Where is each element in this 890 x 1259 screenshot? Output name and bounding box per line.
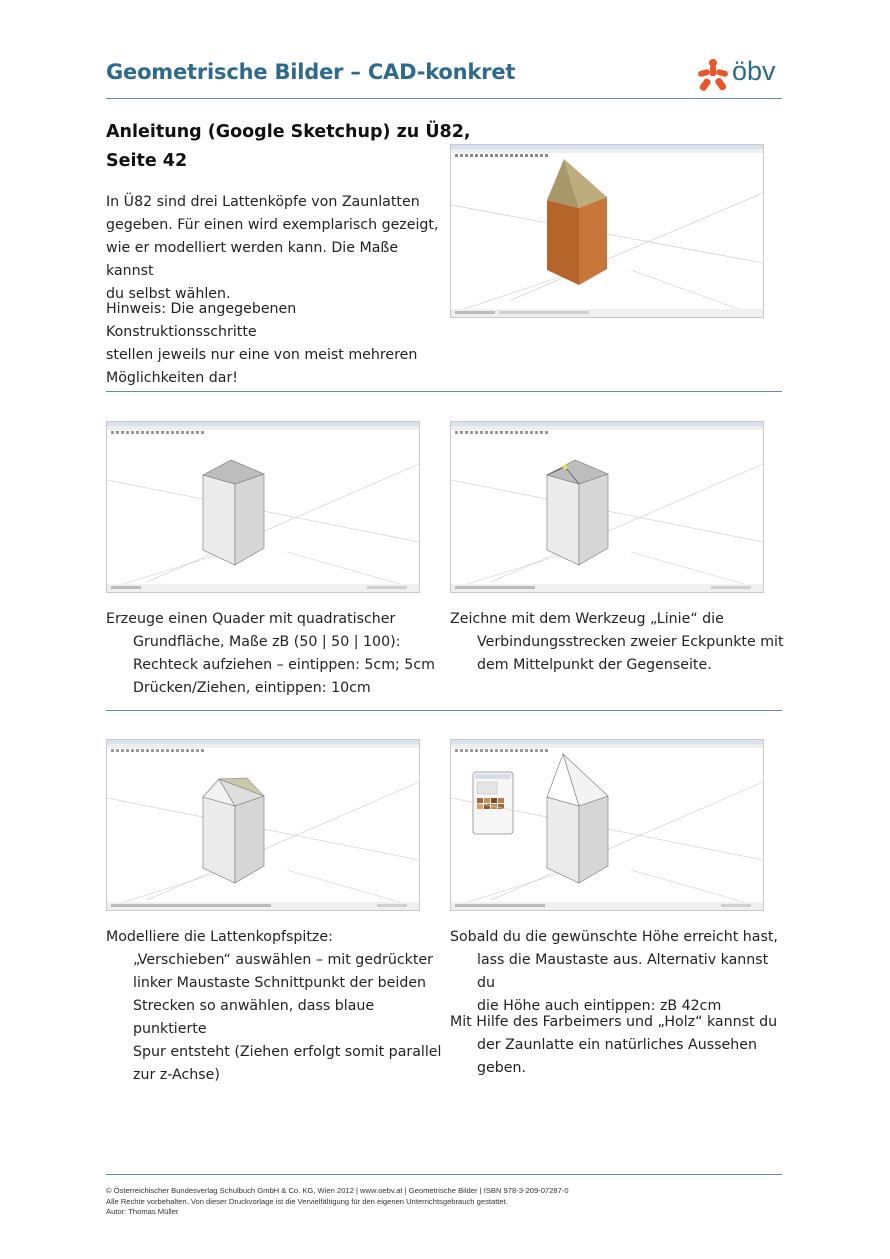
hint-paragraph: Hinweis: Die angegebenen Konstruktionsschritte stellen jeweils nur eine von meist mehreren Möglichkeiten dar!	[106, 301, 418, 386]
step1-caption: Erzeuge einen Quader mit quadratischer Grundfläche, Maße zB (50 | 50 | 100): Rechteck aufziehen – eintippen: 5cm; 5cm Drücken/Ziehen, eintippen: 10cm	[106, 611, 435, 696]
screenshot-step4-height	[450, 739, 764, 911]
screenshot-step1-cuboid	[106, 421, 420, 593]
step2-caption: Zeichne mit dem Werkzeug „Linie“ die Verbindungsstrecken zweier Eckpunkte mit dem Mittelpunkt der Gegenseite.	[450, 611, 784, 673]
section-divider-2	[106, 710, 782, 711]
footer-copyright: © Österreichischer Bundesverlag Schulbuch GmbH & Co. KG, Wien 2012 | www.oebv.at | Geometrische Bilder | ISBN 978-3-209-07287-0 Alle Rechte vorbehalten. Von dieser Druckvorlage ist die Vervielfältigung für den eigenen Unterrichtsgebrauch gestattet. Autor: Thomas Müller	[106, 1186, 569, 1217]
publisher-logo	[698, 58, 788, 92]
page-header-title: Geometrische Bilder – CAD-konkret	[106, 60, 516, 84]
logo-text: öbv	[732, 56, 776, 86]
screenshot-step3-move	[106, 739, 420, 911]
footer-divider	[106, 1174, 782, 1175]
screenshot-final-model	[450, 144, 764, 318]
section-divider-1	[106, 391, 782, 392]
section-heading: Anleitung (Google Sketchup) zu Ü82, Seite 42	[106, 122, 471, 171]
step3-caption: Modelliere die Lattenkopfspitze: „Verschieben“ auswählen – mit gedrückter linker Maustaste Schnittpunkt der beiden Strecken so anwählen, dass blaue punktierte Spur entsteht (Ziehen erfolgt somit parallel zur z-Achse)	[106, 929, 442, 1083]
step5-caption: Mit Hilfe des Farbeimers und „Holz“ kannst du der Zaunlatte ein natürliches Aussehen geben.	[450, 1014, 778, 1076]
step4-caption: Sobald du die gewünschte Höhe erreicht hast, lass die Maustaste aus. Alternativ kannst du die Höhe auch eintippen: zB 42cm	[450, 929, 778, 1014]
screenshot-step2-lines	[450, 421, 764, 593]
intro-paragraph: In Ü82 sind drei Lattenköpfe von Zaunlatten gegeben. Für einen wird exemplarisch gezeigt, wie er modelliert werden kann. Die Maße kannst du selbst wählen.	[106, 194, 439, 302]
header-divider	[106, 98, 782, 99]
